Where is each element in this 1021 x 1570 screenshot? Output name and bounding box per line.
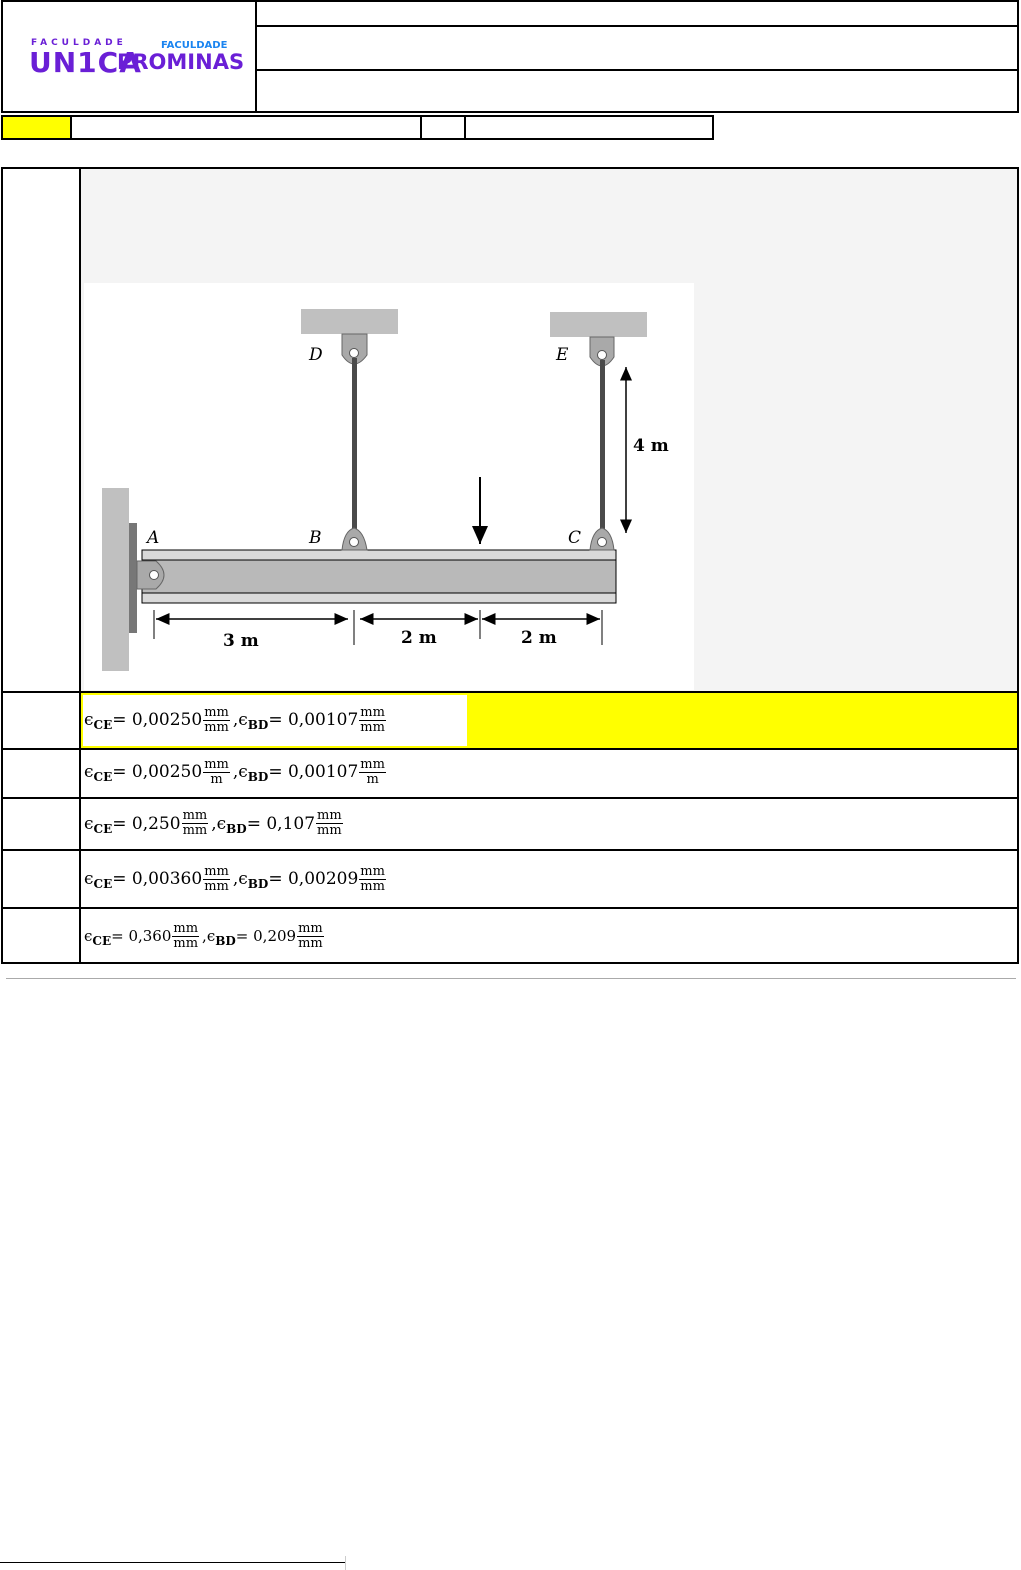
header-row-1 — [257, 0, 1019, 27]
pin-c — [598, 538, 607, 547]
logo-prominas-small: FACULDADE — [161, 40, 228, 51]
row-line — [1, 907, 1019, 909]
label-e: E — [556, 345, 569, 365]
info-cell-3 — [420, 115, 466, 140]
logo-prominas: PROMINAS — [117, 50, 245, 74]
ceiling-e — [550, 312, 647, 337]
logo-unica-small: FACULDADE — [31, 38, 127, 48]
page-bottom-line — [0, 1562, 345, 1563]
rod-bd — [352, 358, 357, 536]
footer-separator — [6, 978, 1016, 979]
pin-b — [350, 538, 359, 547]
info-cell-4 — [464, 115, 714, 140]
table-divider — [79, 167, 81, 964]
row-line — [1, 691, 1019, 693]
pin-a — [150, 571, 159, 580]
option-b[interactable]: ϵ CE = 0,00250 $\frac{mm}{m}$ , ϵ BD = 0,00107 $\frac{mm}{m}$ — [84, 756, 385, 787]
option-d[interactable]: ϵ CE = 0,00360 $\frac{mm}{mm}$ , ϵ BD = 0,00209 $\frac{mm}{mm}$ — [84, 863, 385, 894]
header-row-2 — [257, 27, 1019, 71]
pin-e — [598, 351, 607, 360]
option-a[interactable]: ϵ CE = 0,00250 $\frac{mm}{mm}$ , ϵ BD = 0,00107 $\frac{mm}{mm}$ — [84, 704, 385, 735]
dim-label-4m: 4 m — [633, 436, 669, 456]
info-cell-highlight — [1, 115, 72, 140]
label-d: D — [309, 345, 323, 365]
info-cell-2 — [70, 115, 422, 140]
rod-ce — [600, 360, 605, 536]
beam-top-flange — [142, 550, 616, 560]
row-line — [1, 748, 1019, 750]
page-bottom-mark — [345, 1556, 346, 1570]
row-line — [1, 797, 1019, 799]
dim-label-2m-right: 2 m — [521, 628, 557, 648]
wall-support — [102, 488, 129, 671]
option-c[interactable]: ϵ CE = 0,250 $\frac{mm}{mm}$ , ϵ BD = 0,107 $\frac{mm}{mm}$ — [84, 808, 342, 838]
label-b: B — [309, 528, 322, 548]
beam-diagram — [84, 283, 694, 690]
label-a: A — [147, 528, 160, 548]
beam-figure — [84, 283, 694, 690]
logo-unica: UN1CA — [29, 46, 142, 79]
option-e[interactable]: ϵ CE = 0,360 $\frac{mm}{mm}$ , ϵ BD = 0,209 $\frac{mm}{mm}$ — [84, 920, 323, 951]
dim-label-2m-left: 2 m — [401, 628, 437, 648]
dim-label-3m: 3 m — [223, 631, 259, 651]
logo-cell — [1, 0, 257, 113]
pin-d — [350, 349, 359, 358]
row-line — [1, 849, 1019, 851]
ceiling-d — [301, 309, 398, 334]
wall-plate — [129, 523, 137, 633]
beam-bottom-flange — [142, 593, 616, 603]
label-c: C — [568, 528, 582, 548]
